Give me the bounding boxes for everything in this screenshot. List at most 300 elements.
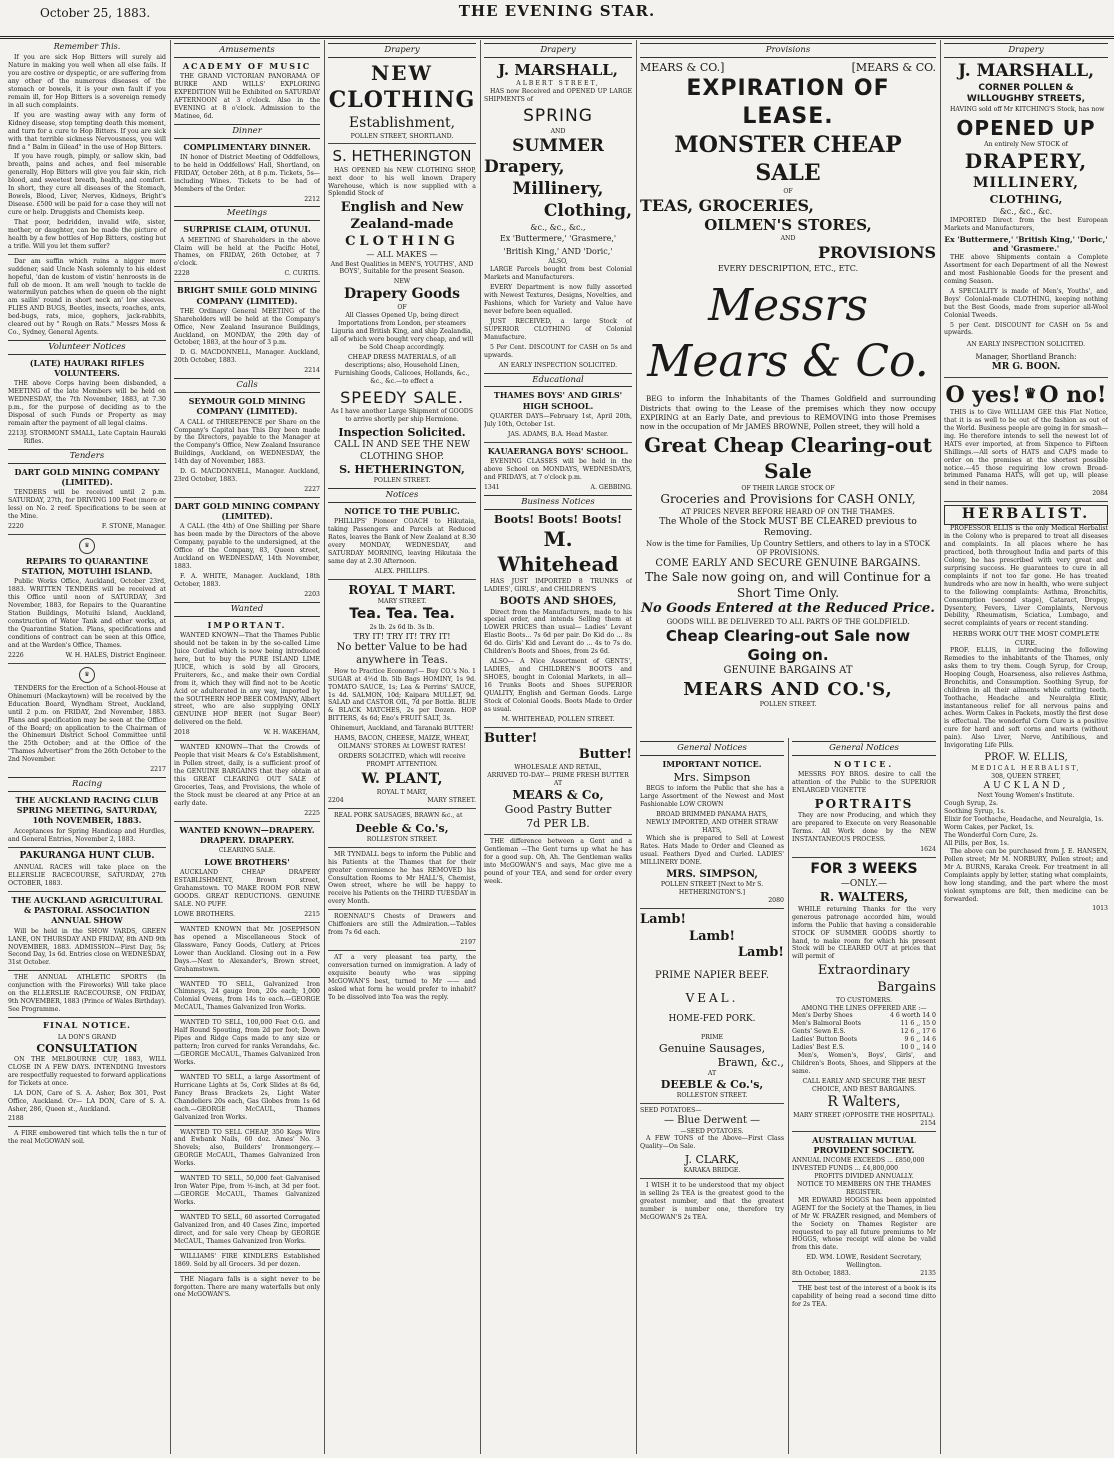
column-4: [484, 40, 632, 1454]
ad-number: 2213: [8, 430, 24, 438]
beef-heading: PRIME NAPIER BEEF.: [654, 970, 770, 982]
ad-number: 2217: [150, 766, 166, 774]
lamb-heading: Lamb!: [737, 945, 784, 961]
address: MARY STREET.: [427, 796, 476, 804]
drapery-wanted-heading: WANTED KNOWN—DRAPERY. DRAPERY. DRAPERY.: [179, 824, 315, 845]
hetherington-name: S. HETHERINGTON: [332, 147, 472, 166]
bitters-text: That poor, bedridden, invalid wife, sister, mother, or daughter, can be made the picture of health by a few bottles of Hop Bitters, costing but a trifle. Will you let them suffer?: [8, 218, 166, 250]
corner-address: CORNER POLLEN & WILLOUGHBY STREETS,: [966, 82, 1086, 105]
lime-juice-text: WANTED KNOWN—That the Thames Public should not be taken in by the so-called Lime Juice Cordial which is now being introduced here, but to buy the PURE ISLAND LIME JUICE, which is sold by all Grocers, Fruiterers, &c., and make their own Cordial from it, which they will find not to be Acetic Acid or adulterated in any way, imported by the SOUTHERN HOP BEER COMPANY, Albert street, who are also supplying ONLY GENUINE HOP BEER (not Sugar Beer) delivered on the field.: [174, 632, 320, 727]
price-row: Men's Balmoral Boots 11 6 ,, 15 0: [792, 1020, 936, 1028]
oyes-heading: O yes!: [945, 381, 1022, 408]
great-sale-heading: Great Cheap Clearing-out Sale: [644, 433, 932, 483]
delivered-text: GOODS WILL BE DELIVERED TO ALL PARTS OF THE GOLDFIELD.: [666, 617, 910, 626]
academy-text: THE GRAND VICTORIAN PANORAMA OF BURKE AND WILLS' EXPLORING EXPEDITION Will be Exhibited on SATURDAY AFTERNOON at 3 o'clock. Also in the EVENING at 8 o'clock. Admission to the Matinee, 6d.: [174, 73, 320, 120]
seymour-heading: SEYMOUR GOLD MINING COMPANY (LIMITED).: [188, 396, 306, 417]
column-6: [944, 40, 1108, 1454]
bitters-heading: Remember This.: [53, 42, 121, 51]
at-label: AT: [707, 1069, 717, 1077]
lamb-heading: Lamb!: [688, 928, 736, 944]
mears-right: [MEARS & CO.: [851, 60, 936, 74]
wanted-sell-text: WANTED TO SELL, 100,000 Feet O.G. and Half Round Spouting, from 2d per foot; Down Pipes and Ridge Caps made to any size or pattern; Iron curved for ranks Verandahs, &c.—GEORGE McCAUL, Thames Galvanized Iron Works.: [174, 1019, 320, 1066]
ad-number: 2188: [8, 1115, 24, 1123]
mcgowan-filler: I WISH it to be understood that my object in selling 2s TEA is the greatest good to the greatest number, and that the greatest number is number one, therefore try McGOWAN'S 2s TEA.: [640, 1182, 784, 1222]
dart-call-text: A CALL (the 4th) of One Shilling per Share has been made by the Directors of the above Company, payable to the undersigned, at the Office of the Company, 83, Queen street, Auckland on WEDNESDAY, 14th November, 1883.: [174, 523, 320, 571]
english-nz-heading: English and New Zealand-made: [340, 200, 464, 233]
volunteer-text: THE above Corps having been disbanded, a MEETING of the late Members will be held on WEDNESDAY, the 7th November, 1883, at 7.30 p.m., for the purpose of deciding as to the Disposal of such Funds or Property as may remain after the payment of all legal claims.: [8, 380, 166, 428]
lowe-text: AUCKLAND CHEAP DRAPERY ESTABLISHMENT, Brown street, Grahamstown. TO MAKE ROOM FOR NEW GOODS. GREAT REDUCTIONS. GENUINE SALE. NO PUFF.: [174, 869, 320, 909]
section-volunteer: Volunteer Notices: [8, 340, 166, 355]
only-label: —ONLY.—: [840, 878, 888, 889]
bright-smile-text: THE Ordinary General MEETING of the Shareholders will be held at the Company's Office, New Zealand Insurance Buildings, Auckland, on MONDAY, the 29th day of October, 1883, at the hour of 3 p.m.: [174, 307, 320, 347]
consultation-title: CONSULTATION: [36, 1041, 138, 1055]
drapery-heading: Drapery,: [484, 157, 565, 178]
hetherington-text: HAS OPENED his NEW CLOTHING SHOP, next door to his well known Drapery Warehouse, which is now supplied with a Splendid Stock of: [328, 166, 476, 198]
department-text: EVERY Department is now fully assorted with Newest Textures, Designs, Novelties, and Fashions, which for Variety and Value have never before been equalled.: [484, 284, 632, 316]
received-text: JUST RECEIVED, a large Stock of SUPERIOR CLOTHING of Colonial Manufacture.: [484, 317, 632, 341]
mcgowan-filler: THE Niagara falls is a sight never to be forgotten. There are many waterfalls but only one McGOWAN'S.: [174, 1275, 320, 1299]
wanted-sell-text: WANTED TO SELL, Galvanized Iron Chimneys, 24 gauge Iron, 20s each; 1,000 Colonial Ovens, from 14s to each.—GEORGE McCAUL, Thames Galvanized Iron Works.: [174, 980, 320, 1012]
whitehead-name: M. Whitehead: [497, 526, 619, 577]
column-5a: [640, 738, 784, 1454]
inspection-text: AN EARLY INSPECTION SOLICITED.: [498, 361, 618, 369]
inspection-heading: Inspection Solicited.: [338, 425, 466, 439]
address: KARAKA BRIDGE.: [683, 1167, 741, 1175]
extraordinary-heading: Extraordinary: [817, 963, 911, 979]
roennau-text: ROENNAU'S Chests of Drawers and Chiffoniers are still the Admiration.—Tables from 7s 6d each.: [328, 913, 476, 937]
sale-going-text: The Sale now going on, and will Continue for a Short Time Only.: [645, 570, 931, 600]
boon-name: MR G. BOON.: [991, 362, 1061, 373]
deeble-name: Deeble & Co.'s,: [355, 821, 449, 835]
column-3: [328, 40, 476, 1454]
column-rule: [940, 40, 941, 1454]
wanted-sell-text: WANTED TO SELL, 50,000 feet Galvanised Iron Water Pipe, from ½-inch, at 3d per foot.—GEORGE McCAUL, Thames Galvanized Works.: [174, 1175, 320, 1207]
column-rule: [170, 40, 171, 1454]
ad-number: 2204: [328, 796, 344, 804]
assortment-text: ALSO— A Nice Assortment of GENTS', LADIES, and CHILDREN'S BOOTS and SHOES, bought in Colonial Markets, in all— 16 Trunks Boots and Shoes SUPERIOR QUALITY, English and German Goods. Large Stock of Colonial Goods. Boots Made to Order as usual.: [484, 658, 632, 713]
mcgowan-filler: A FIRE embowered tint which tells the n tur of the real McGOWAN soil.: [8, 1130, 166, 1146]
simpson-text: BEGS to inform the Public that she has a Large Assortment of the Newest and Most Fashionable LOW CROWN: [640, 785, 784, 809]
cheap-dress-text: CHEAP DRESS MATERIALS, of all descriptions; also, Household Linen, Furnishing Goods, Calicoes, Hollands, &c., &c., &c.—to effect a: [334, 353, 470, 385]
section-calls: Calls: [174, 378, 320, 393]
boots-text: Men's, Women's, Boys', Girls', and Children's Boots, Shoes, and Slippers at the same.: [792, 1052, 936, 1075]
price-item: Worm Cakes, per Packet, 1s.: [944, 824, 1034, 832]
all-makes: — ALL MAKES —: [366, 250, 438, 260]
price-item: The Wonderful Corn Cure, 2s.: [944, 832, 1038, 840]
ad-number: 2220: [8, 523, 24, 531]
column-5-mears: [640, 40, 936, 740]
seed-potatoes-label: —SEED POTATOES.: [680, 1127, 744, 1135]
of-label: OF: [783, 187, 793, 195]
inspection-text: AN EARLY INSPECTION SOLICITED.: [966, 341, 1086, 349]
section-drapery: Drapery: [944, 43, 1108, 58]
groceries-heading: Groceries and Provisions for CASH ONLY,: [660, 492, 916, 507]
straw-text: NEWLY IMPORTED, AND OTHER STRAW HATS,: [645, 818, 779, 834]
dart-call-heading: DART GOLD MINING COMPANY (LIMITED).: [174, 501, 320, 522]
amp-heading: AUSTRALIAN MUTUAL PROVIDENT SOCIETY.: [812, 1134, 916, 1155]
wanted-known-text: WANTED KNOWN that Mr. JOSEPHSON has opened a Miscellaneous Stock of Glassware, Fancy Goods, Cutlery, at Prices Lower than Auckland. Closing out in a Few Days.—Next to Alexander's, Brown street, Grahamstown.: [174, 925, 320, 973]
address: POLLEN STREET.: [759, 700, 817, 708]
ellis-name: PROF. W. ELLIS,: [984, 752, 1068, 764]
price-row: Ladies' Best E.S. 10 0 ,, 14 0: [792, 1044, 936, 1052]
members-text: NOTICE TO MEMBERS ON THE THAMES REGISTER.: [796, 1180, 932, 1196]
butter-heading: Butter!: [484, 730, 538, 746]
address: Next Young Women's Institute.: [977, 792, 1075, 800]
speedy-sale-heading: SPEEDY SALE.: [340, 387, 464, 407]
column-rule: [480, 40, 481, 1454]
bitters-text: If you are wasting away with any form of Kidney disease, stop tempting death this moment, and turn for a cure to Hop Bitters. If you are sick with that terrible sickness Nervousness, you will find a " Balm in Gilead" in the use of Hop Bitters.: [8, 111, 166, 151]
etc-label: &c., &c., &c.,: [530, 222, 586, 232]
pastry-butter: Good Pastry Butter: [504, 803, 612, 817]
boots-heading: Boots! Boots! Boots!: [494, 512, 622, 526]
price-list-text: How to Practice Economy!— Buy CO.'s No. 1 SUGAR at 4½d lb. 5lb Bags HOMINY, 1s 9d. TOMATO SAUCE, 1s; Lea & Perrins' SAUCE, 1s 4d. SALMON, 10d; Kaipara MULLET, 9d. SALAD and CASTOR OIL, 7d per Bottle. BLUE & BLACK MATCHES, 2s per Dozen. HOP BITTERS, 4s 6d; Eno's FRUIT SALT, 3s.: [328, 667, 476, 723]
ad-number: 2212: [304, 195, 320, 203]
section-educational: Educational: [484, 373, 632, 388]
mcgowan-filler: AT a very pleasant tea party, the conversation turned on immigration. A lady of exquisite beauty who was sipping McGOWAN'S best, turned to Mr —— and asked what form he would prefer to inhabit? To be dissolved into Tea was the reply.: [328, 954, 476, 1001]
signature: W. H. WAKEHAM,: [263, 729, 320, 737]
simpson-text: Which she is prepared to Sell at Lowest Rates. Hats Made to Order and Cleaned as usual. Feathers Dyed and Curled. LADIES' MILLINERY DONE.: [640, 834, 784, 866]
notice-public-heading: NOTICE TO THE PUBLIC.: [344, 505, 460, 516]
profits-text: PROFITS DIVIDED ANNUALLY.: [814, 1172, 914, 1180]
invested-text: INVESTED FUNDS ... £4,800,000: [792, 1165, 899, 1172]
provisions-heading: PROVISIONS: [817, 243, 936, 263]
signature: W. H. HALES, District Engineer.: [65, 651, 166, 659]
mears-co-heading: MEARS AND CO.'S,: [683, 678, 893, 700]
academy-heading: ACADEMY OF MUSIC: [182, 60, 312, 71]
clothing-heading: CLOTHING: [328, 87, 476, 114]
ad-number: 2227: [304, 486, 320, 494]
portraits-text: They are now Producing, and which they are prepared to Execute on very Reasonable Terms. All Work done by the NEW INSTANTANEOUS PROCESS.: [792, 812, 936, 844]
deeble-name: DEEBLE & Co.'s,: [660, 1077, 764, 1091]
herbalist-heading: HERBALIST.: [944, 505, 1108, 525]
simpson-name: Mrs. Simpson: [673, 771, 751, 785]
import-text: All Classes Opened Up, being direct Importations from London, per steamers Liguria and British King, and ship Zealandia, all of which were bought very cheap, and will be Sold Cheap accordingly.: [330, 312, 474, 351]
shipments-text: THE above Shipments contain a Complete Assortment for each Department of all the Newest and most Fashionable Goods for the present and coming Season.: [944, 254, 1108, 285]
oyes-banner: [944, 381, 1108, 409]
royal-t-mart-heading: ROYAL T MART.: [348, 582, 456, 597]
now-text: Now is the time for Families, Up Country Settlers, and others to lay in a STOCK OF PROVISIONS.: [646, 539, 930, 557]
panama-text: BROAD BRIMMED PANAMA HATS,: [656, 811, 768, 818]
discount-text: 5 Per Cent. DISCOUNT for CASH on 5s and upwards.: [484, 343, 632, 359]
school-heading: THAMES BOYS' AND GIRLS' HIGH SCHOOL.: [493, 390, 623, 411]
final-notice-text: ON THE MELBOURNE CUP, 1883, WILL CLOSE IN A FEW DAYS. INTENDING Investors are respectfully requested to forward applications for Tickets at once.: [8, 1055, 166, 1087]
ad-number: 2154: [920, 1119, 936, 1127]
imported-text: IMPORTED Direct from the best European Markets and Manufacturers,: [944, 216, 1108, 232]
stock-label: OF THEIR LARGE STOCK OF: [741, 484, 835, 492]
crowds-text: WANTED KNOWN—That the Crowds of People that visit Mears & Co's Establishment, in Pollen street, daily, is a sufficient proof of the GENUINE BARGAINS that they obtain at this GREAT CLEARING OUT SALE of Groceries, Teas, and Provisions, the whole of the Stock must be cleared at any Price at an early date.: [174, 744, 320, 807]
ad-number: 2228: [174, 270, 190, 278]
important-heading: IMPORTANT.: [207, 619, 287, 630]
prime-label: PRIME: [700, 1033, 724, 1041]
bright-smile-heading: BRIGHT SMILE GOLD MINING COMPANY (LIMITED).: [176, 285, 318, 306]
hetherington-name: S. HETHERINGTON,: [339, 463, 465, 477]
summer-heading: SUMMER: [512, 135, 604, 156]
ships-text: Ex 'Buttermere,' 'Grasmere,' 'British King,' AND 'Doric,': [499, 233, 617, 256]
ad-number: 2080: [768, 897, 784, 905]
important-notice-heading: IMPORTANT NOTICE.: [662, 758, 762, 769]
and-label: AND: [780, 235, 796, 243]
bitters-text: If you are sick Hop Bitters will surely aid Nature in making you well when all else fails. If you are costive or dyspeptic, or are suffering from any other of the numerous diseases of the stomach or bowels, it is your own fault if you remain ill, for Hop Bitters is a sovereign remedy in all such complaints.: [8, 54, 166, 109]
drapery-heading: DRAPERY,: [964, 149, 1088, 174]
issue-date: October 25, 1883.: [40, 6, 151, 20]
price-item: Elixir for Toothache, Headache, and Neuralgia, 1s.: [944, 816, 1104, 824]
surprise-text: A MEETING of Shareholders in the above Claim will be held at the Pacific Hotel, Thames, on FRIDAY, 26th October, at 7 o'clock.: [174, 236, 320, 268]
clark-name: J. CLARK,: [684, 1153, 740, 1167]
section-general-notices: General Notices: [640, 741, 784, 756]
wanted-sell-text: WANTED TO SELL, a large Assortment of Hurricane Lights at 5s, Cork Slides at 8s 6d, Fancy Brass Brackets 2s, Light Water Chandeliers 20s each, Gas Globes from 1s 6d each.—GEORGE McCAUL, Thames Galvanized Iron Works.: [174, 1073, 320, 1121]
clothing-heading: Clothing,: [543, 200, 632, 221]
hat-icon: ♛: [1023, 385, 1037, 402]
every-description: EVERY DESCRIPTION, ETC., ETC.: [717, 263, 859, 273]
column-rule: [324, 40, 325, 1454]
column-rule: [788, 738, 789, 1454]
surprise-heading: SURPRISE CLAIM, OTUNUI.: [183, 224, 311, 235]
call-early-text: CALL EARLY AND SECURE THE BEST CHOICE, AND BEST BARGAINS.: [802, 1077, 926, 1093]
call-in-text: CALL IN AND SEE THE NEW CLOTHING SHOP.: [333, 440, 471, 462]
kauaeranga-heading: KAUAERANGA BOYS' SCHOOL.: [487, 445, 629, 456]
marshall-text: HAVING sold off Mr KITCHING'S Stock, has now: [950, 105, 1105, 113]
quarantine-text: Public Works Office, Auckland, October 23rd, 1883. WRITTEN TENDERS will be received at this Office until noon of SATURDAY, 3rd November, 1883, for Repairs to the Quarantine Station Buildings, Motuihi Island, Auckland, construction of Water Tank and other works, at the Quarantine Station. Plans, specifications and conditions of contract can be seen at this Office, and at the Warden's Office, Thames.: [8, 578, 166, 649]
drapery-goods-heading: Drapery Goods: [344, 286, 460, 303]
mcgowan-filler: THE best test of the interest of a book is its capability of being read a second time ditto for 2s TEA.: [792, 1285, 936, 1308]
mcgowan-filler: THE difference between a Gent and a Gentleman —The Gent turns up what he has for a good sup. Oh, Ah. The Gentleman walks into McGOWAN'S and says, Mac give me a pound of your TEA, and send for order every week.: [484, 838, 632, 885]
signature: C. CURTIS.: [284, 270, 320, 278]
amp-text: MR EDWARD HOGGS has been appointed AGENT for the Society at the Thames, in lieu of Mr W. FRAZER resigned, and Members of the Society on Thames Register are requested to pay all future premiums to Mr HOGGS, whose receipt will alone be valid from this date.: [792, 1196, 936, 1252]
also-label: ALSO,: [548, 258, 568, 266]
new-label: NEW: [393, 278, 411, 286]
no-goods-text: No Goods Entered at the Reduced Price.: [641, 601, 935, 617]
imported-text: HAS JUST IMPORTED 8 TRUNKS of LADIES', GIRLS', and CHILDREN'S: [484, 577, 632, 593]
coach-text: PHILLIPS' Pioneer COACH to Hikutaia, taking Passengers and Parcels at Reduced Rates, leaves the Bank of New Zealand at 8.30 every MONDAY, WEDNESDAY, and SATURDAY MORNING, leaving Hikutaia the same day at 2.30 Afternoon.: [328, 518, 476, 565]
value-text: No better Value to be had anywhere in Teas.: [336, 642, 468, 666]
qualities-text: And Best Qualities in MEN'S, YOUTHS', AND BOYS', Suitable for the present Season.: [330, 260, 474, 276]
arc-heading: THE AUCKLAND RACING CLUB SPRING MEETING, SATURDAY, 10th NOVEMBER, 1883.: [15, 795, 159, 826]
column-1: [8, 40, 166, 1454]
walters-name: R. WALTERS,: [819, 890, 909, 905]
and-label: AND: [550, 127, 566, 135]
ad-number: 2084: [1092, 490, 1108, 498]
uncle-nash-text: Dar am suffin which ruins a nigger more suddener, said Uncle Nash solemnly to his eldest hopeful, 'dan de kustom of vistin' henroosts in de full ob de moon. It am well 'nough to tackle de watermilyun patches when de queen ob the night am sailin' round in short neck an' low sleeves. FLIES AND BUGS, Beetles, insects, roaches, ants, bed-bugs, rats, mice, gophers, jack-rabbits, cleared out by " Rough on Rats." Messrs Moss & Co., Sydney, General Agents.: [8, 257, 166, 337]
section-business: Business Notices: [484, 495, 632, 510]
newspaper-title: THE EVENING STAR.: [458, 2, 656, 20]
signature: F. STONE, Manager.: [101, 523, 166, 531]
address: POLLEN STREET [Next to Mr S. HETHERINGTON'S.]: [660, 881, 764, 897]
signature: ED. WM. LOWE, Resident Secretary, Wellington.: [806, 1254, 922, 1270]
come-early-text: COME EARLY AND SECURE GENUINE BARGAINS.: [655, 557, 921, 569]
section-dinner: Dinner: [174, 124, 320, 139]
ad-number: 2226: [8, 651, 24, 659]
genuine-bargains: GENUINE BARGAINS AT: [723, 665, 853, 677]
final-notice-sub: LA DON'S GRAND: [57, 1033, 117, 1041]
signature: M. WHITEHEAD, POLLEN STREET.: [501, 715, 615, 723]
arrived-text: ARRIVED TO-DAY— PRIME FRESH BUTTER AT: [487, 771, 629, 787]
clothing-heading: CLOTHING,: [989, 192, 1063, 206]
seymour-text: A CALL of THREEPENCE per Share on the Company's Capital has This Day been made by the Directors, payable to the Manager at the Company's Office, New Zealand Insurance Buildings, Auckland, on WEDNESDAY, the 14th day of November, 1883.: [174, 418, 320, 466]
discount-text: 5 per Cent. DISCOUNT for CASH on 5s and upwards.: [944, 321, 1108, 337]
section-general-notices: General Notices: [792, 741, 936, 756]
cheap-sale-heading: Cheap Clearing-out Sale now Going on.: [665, 626, 911, 664]
price-item: Soothing Syrup, 1s.: [944, 808, 1006, 816]
ag-show-text: Will be held in the SHOW YARDS, GREEN LANE, ON THURSDAY AND FRIDAY, 8th AND 9th NOVEMBER, 1883. ADMISSION—First Day, 5s; Second Day, 1s 6d. Entries close on WEDNESDAY, 31st October.: [8, 927, 166, 967]
ad-number: 1013: [1092, 905, 1108, 913]
ellis-text: PROFESSOR ELLIS is the only Medical Herbalist in the Colony who is prepared to treat all diseases and complaints. In all places where he has practiced, both throughout India and parts of this Colony, he has prescribed with very great and surprising success. He guarantees to cure in all complaints if not too far gone. He has treated hundreds who are now in health, who were subject to the following complaints: Asthma, Bronchitis, Consumption (second stage), Cataract, Dropsy, Dysentery, Fevers, Liver Complaints, Nervous Debility, Rheumatism, Sciatica, Lumbago, and secret complaints of years or recent standing.: [944, 525, 1108, 628]
whole-stock-text: The Whole of the Stock MUST BE CLEARED previous to Removing.: [659, 516, 917, 539]
dinner-heading: COMPLIMENTARY DINNER.: [183, 141, 311, 152]
bitters-text: If you have rough, pimply, or sallow skin, bad breath, pains and aches, and feel miserable generally, Hop Bitters will give you fair skin, rich blood, and sweetest breath, health, and comfort. In short, they cure all diseases of the Stomach, Bowels, Blood, Liver, Nerves, Kidneys, Bright's Disease. £500 will be paid for a case they will not cure or help. Druggists and Chemists keep.: [8, 153, 166, 217]
ad-number: 1341: [484, 483, 500, 491]
establishment-heading: Establishment,: [348, 114, 456, 131]
new-stock-text: An entirely New STOCK of: [984, 141, 1068, 149]
foy-text: MESSRS FOY BROS. desire to call the attention of the Public to the SUPERIOR ENLARGED VIGNETTE: [792, 771, 936, 794]
wanted-sell-text: WANTED TO SELL, 60 assorted Corrugated Galvanized Iron, and 40 Cases Zinc, imported direct, and for sale very Cheap by GEORGE McCAUL, Thames Galvanized Iron Works.: [174, 1213, 320, 1245]
ad-number: 2215: [304, 910, 320, 918]
walters-name: R Walters,: [827, 1093, 901, 1110]
ad-number: 2225: [304, 809, 320, 817]
millinery-heading: MILLINERY,: [972, 174, 1080, 191]
price-row: Men's Derby Shoes 4 6 worth 14 0: [792, 1012, 936, 1020]
column-5b: [792, 738, 936, 1454]
signature: D. G. MACDONNELL, Manager. Auckland, 23rd October, 1883.: [174, 468, 320, 484]
veal-heading: VEAL.: [685, 990, 739, 1005]
address: MARY STREET (OPPOSITE THE HOSPITAL).: [793, 1111, 935, 1119]
ag-show-heading: THE AUCKLAND AGRICULTURAL & PASTORAL ASSOCIATION ANNUAL SHOW: [11, 894, 163, 926]
butter-price: 7d PER LB.: [526, 817, 590, 831]
notice-heading: NOTICE.: [833, 758, 895, 769]
signature: F. A. WHITE, Manager. Auckland, 18th October, 1883.: [174, 573, 320, 589]
try-it-text: TRY IT! TRY IT! TRY IT!: [353, 631, 451, 641]
section-tenders: Tenders: [8, 449, 166, 464]
ad-number: 1624: [920, 846, 936, 854]
blue-derwent-heading: — Blue Derwent —: [663, 1114, 761, 1126]
walters-text: WHILE returning Thanks for the very generous patronage accorded him, would inform the Public that having a considerable STOCK OF SUMMER GOODS shortly to hand, to make room for which his present Stock will be CLEARED OUT at prices that will permit of: [792, 905, 936, 961]
prices-text: AT PRICES NEVER BEFORE HEARD OF ON THE THAMES.: [681, 507, 895, 516]
income-text: ANNUAL INCOME EXCEEDS ... £850,000: [792, 1157, 925, 1165]
school-tender-text: TENDERS for the Erection of a School-House at Ohinemuri (Mackaytown) will be received by the Education Board, Wyndham Street, Auckland, until 2 p.m. on FRIDAY, 2nd November, 1883. Plans and specification may be seen at the Office of the Board; on application to the Chairman of the Ohinemuri District School Committee until the 25th October; and at the Office of the "Thames Advertiser" from the 26th October to the 2nd November.: [8, 684, 166, 764]
sausages-heading: Genuine Sausages,: [658, 1041, 766, 1055]
ad-number: 2197: [460, 939, 476, 947]
sausages-text: REAL PORK SAUSAGES, BRAWN &c., at: [334, 811, 463, 819]
signature: A. GEBBING.: [590, 483, 632, 491]
masthead: [0, 0, 1114, 39]
address: AUCKLAND,: [983, 780, 1069, 791]
price-item: All Pills, per Box, 1s.: [944, 839, 1009, 847]
teas-heading: TEAS, GROCERIES,: [640, 195, 814, 215]
column-2: [174, 40, 320, 1454]
hams-text: HAMS, BACON, CHEESE, MAIZE, WHEAT, OILMANS' STORES At LOWEST RATES!: [334, 735, 470, 751]
signature: LOWE BROTHERS.: [174, 910, 235, 918]
lamb-heading: Lamb!: [640, 912, 687, 928]
section-drapery: Drapery: [484, 43, 632, 58]
dart-heading: DART GOLD MINING COMPANY (LIMITED).: [14, 466, 160, 488]
orders-text: ORDERS SOLICITED, which will receive PROMPT ATTENTION.: [338, 753, 466, 769]
address: ROYAL T MART,: [376, 788, 428, 796]
shipment-text: As I have another Large Shipment of GOODS to arrive shortly per ship Hermione.: [330, 408, 474, 424]
tea-prices: 2s lb. 2s 6d lb. 3s lb.: [369, 623, 435, 631]
opened-up-heading: OPENED UP: [956, 115, 1096, 140]
address: MARY STREET.: [377, 598, 427, 606]
ad-number: 2214: [304, 367, 320, 375]
signature: ALEX. PHILLIPS.: [374, 567, 430, 575]
ad-number: 2135: [920, 1270, 936, 1278]
dinner-text: IN honor of District Meeting of Oddfellows, to be held in Oddfellows' Hall, Shortland, on FRIDAY, October 26th, at 8 p.m. Tickets, 5s—including Wines. Tickets to be had of Members of the Order.: [174, 153, 320, 193]
marshall-name: J. MARSHALL,: [957, 60, 1095, 81]
ships-text: Ex 'Buttermere,' 'British King,' 'Doric,' and 'Grasmere.': [944, 234, 1108, 254]
pakuranga-text: ANNUAL RACES will take place on the ELLERSLIE RACECOURSE, SATURDAY, 27th OCTOBER, 1883.: [8, 864, 166, 887]
mears-left: MEARS & CO.]: [640, 60, 725, 74]
address: ROLLESTON STREET.: [676, 1091, 748, 1099]
portraits-heading: PORTRAITS: [814, 796, 914, 811]
section-wanted: Wanted: [174, 602, 320, 617]
few-tons-text: A FEW TONS of the Above—First Class Quality—On Sale.: [640, 1135, 784, 1151]
mears-text: BEG to inform the Inhabitants of the Thames Goldfield and surrounding Districts that owing to the Lease of the premises which they now occupy EXPIRING at an Early Date, and previous to REMOVING into those Premises now in the occupation of Mr JAMES BROWNE, Pollen street, they will hold a: [640, 394, 936, 432]
wanted-sell-text: WANTED TO SELL CHEAP, 350 Kegs Wire and Ewbank Nails, 60 doz. Ames' No. 3 Shovels; also, Builders' Ironmongery.—GEORGE McCAUL, Thames Galvanized Iron Works.: [174, 1128, 320, 1168]
final-notice-heading: FINAL NOTICE.: [43, 1021, 131, 1031]
speciality-text: A SPECIALITY is made of Men's, Youths', and Boys' Colonial-made CLOTHING, keeping nothing but the Best Goods, made from superior all-Wool Colonial Tweeds.: [944, 287, 1108, 319]
royal-crest-icon: ♛: [79, 538, 95, 554]
millinery-heading: Millinery,: [512, 179, 604, 200]
clearing-sale-label: CLEARING SALE.: [218, 847, 276, 855]
butter-heading: Butter!: [578, 747, 632, 763]
quarter-days-text: QUARTER DAYS—February 1st, April 20th, July 10th, October 1st.: [484, 412, 632, 428]
mears-name: MEARS & Co,: [512, 787, 604, 802]
dart-text: TENDERS will be received until 2 p.m. SATURDAY, 27th, for DRIVING 100 Feet (more or less) on No. 2 reef. Specifications to be seen at the Mine.: [8, 489, 166, 521]
mears-script-logo: Messrs Mears & Co.: [647, 279, 929, 388]
hats-text: THIS is to Give WILLIAM GEE this Flat Notice, that it is as well to be out of the fashion as out of the World. Business people are going in for smash—ing. He therefore intends to sell the newest lot of HATS ever imported, at from Sixpence to Fifteen Shillings.—All sorts of HATS and CAPS made to order on the premises at the shortest possible notice.—45 those requiring low crown Broad-brimmed Panama HATS, will get up, will please send in their names.: [944, 408, 1108, 488]
simpson-name: MRS. SIMPSON,: [666, 868, 758, 880]
wholesale-label: WHOLESALE AND RETAIL,: [514, 763, 602, 771]
fire-kindlers-text: WILLIAMS' FIRE KINDLERS Established 1869. Sold by all Grocers. 3d per dozen.: [174, 1252, 320, 1268]
monster-sale-heading: MONSTER CHEAP SALE: [674, 132, 902, 187]
spring-heading: SPRING: [523, 105, 593, 126]
manager-label: Manager, Shortland Branch:: [975, 353, 1077, 362]
lines-heading: AMONG THE LINES OFFERED ARE :—: [801, 1004, 927, 1012]
signature: J. STORMONT SMALL, Late Captain Hauraki Rifles.: [23, 430, 166, 446]
boots-prices-text: Direct from the Manufacturers, made to his special order, and intends Selling them at LOWER PRICES than usual— Ladies' Levant Elastic Boots... 7s 6d per pair. Do Kid do ... 8s 6d do. Girls' Kid and Levant do ... 4s to 7s do. Children's Boots and Shoes, from 2s 6d.: [484, 608, 632, 656]
section-racing: Racing: [8, 777, 166, 792]
boots-shoes-heading: BOOTS AND SHOES,: [499, 595, 617, 607]
parcels-text: LARGE Parcels bought from best Colonial Markets and Manufacturers.: [484, 266, 632, 282]
royal-crest-icon: ♛: [79, 667, 95, 683]
clothing-heading: CLOTHING: [345, 233, 459, 249]
date-text: 8th October, 1883.: [792, 1270, 851, 1278]
price-row: Gents' Sewn E.S. 12 6 ,, 17 6: [792, 1028, 936, 1036]
tyndall-text: MR TYNDALL begs to inform the Public and his Patients at the Thames that for their greater convenience he has REMOVED his Consultation Rooms to Mr HALL'S, Chemist, Owen street, where he will be happy to receive his Patients on the THIRD TUESDAY in every Month.: [328, 850, 476, 906]
address: POLLEN STREET.: [373, 477, 431, 485]
address: ROLLESTON STREET.: [366, 835, 438, 843]
section-drapery: Drapery: [328, 43, 476, 58]
cure-text: HERBS WORK OUT THE MOST COMPLETE CURE.: [952, 630, 1100, 647]
section-notices: Notices: [328, 488, 476, 503]
seed-potatoes-label: SEED POTATOES—: [640, 1106, 702, 1114]
address: 308, QUEEN STREET,: [991, 772, 1061, 780]
address: ALBERT STREET,: [516, 80, 600, 88]
purchase-text: The above can be purchased from J. E. HANSEN, Pollen street; Mr M. NORBURY, Pollen street; and Mr A. BURNS, Karaka Creek. For treatment in all Complaints apply by letter, stating what complaints, how long standing, and the part where the most violent symptoms are felt, then medicine can be forwarded.: [944, 847, 1108, 903]
remedies-text: PROF. ELLIS, in introducing the following Remedies to the inhabitants of the Thames, only asks them to try them. Cough Syrup, for Croup, Hooping Cough, Hoarseness, also relieves Asthma, Bronchitis, and Consumption. Soothing Syrup, for children in all their ailments while cutting teeth. Toothache, Headache and Neuralgia Elixir, instantaneous relief for all nervous pains and aches. Worm Cakes in Packets, mostly the first dose is effectual. The wonderful Corn Cure is a positive cure for hard and soft corns and warts (without pain). Also Liver, Nerve, Antibilious, and Invigorating Life Pills.: [944, 646, 1108, 750]
column-rule: [636, 40, 637, 1454]
tea-heading: Tea. Tea. Tea.: [349, 606, 455, 623]
arc-text: Acceptances for Spring Handicap and Hurdles, and General Entries, November 2, 1883.: [8, 827, 166, 843]
to-customers: TO CUSTOMERS.: [835, 996, 893, 1004]
price-row: Ladies' Button Boots 9 6 ,, 14 6: [792, 1036, 936, 1044]
ad-number: 2018: [174, 729, 190, 737]
sports-text: THE ANNUAL ATHLETIC SPORTS (In conjunction with the Fireworks) Will take place on the ELLERSLIE RACECOURSE, ON FRIDAY, 9th NOVEMBER, 1883 (Prince of Wales Birthday). See Programme.: [8, 974, 166, 1014]
expiration-heading: EXPIRATION OF LEASE.: [686, 75, 890, 130]
butter-text: Ohinemuri, Auckland, and Taranaki BUTTER!: [330, 725, 474, 733]
section-amusements: Amusements: [174, 43, 320, 58]
marshall-text: HAS now Received and OPENED UP LARGE SHIPMENTS of: [484, 88, 632, 103]
signature: JAS. ADAMS, B.A. Head Master.: [507, 430, 609, 438]
pork-heading: HOME-FED PORK.: [668, 1014, 756, 1025]
